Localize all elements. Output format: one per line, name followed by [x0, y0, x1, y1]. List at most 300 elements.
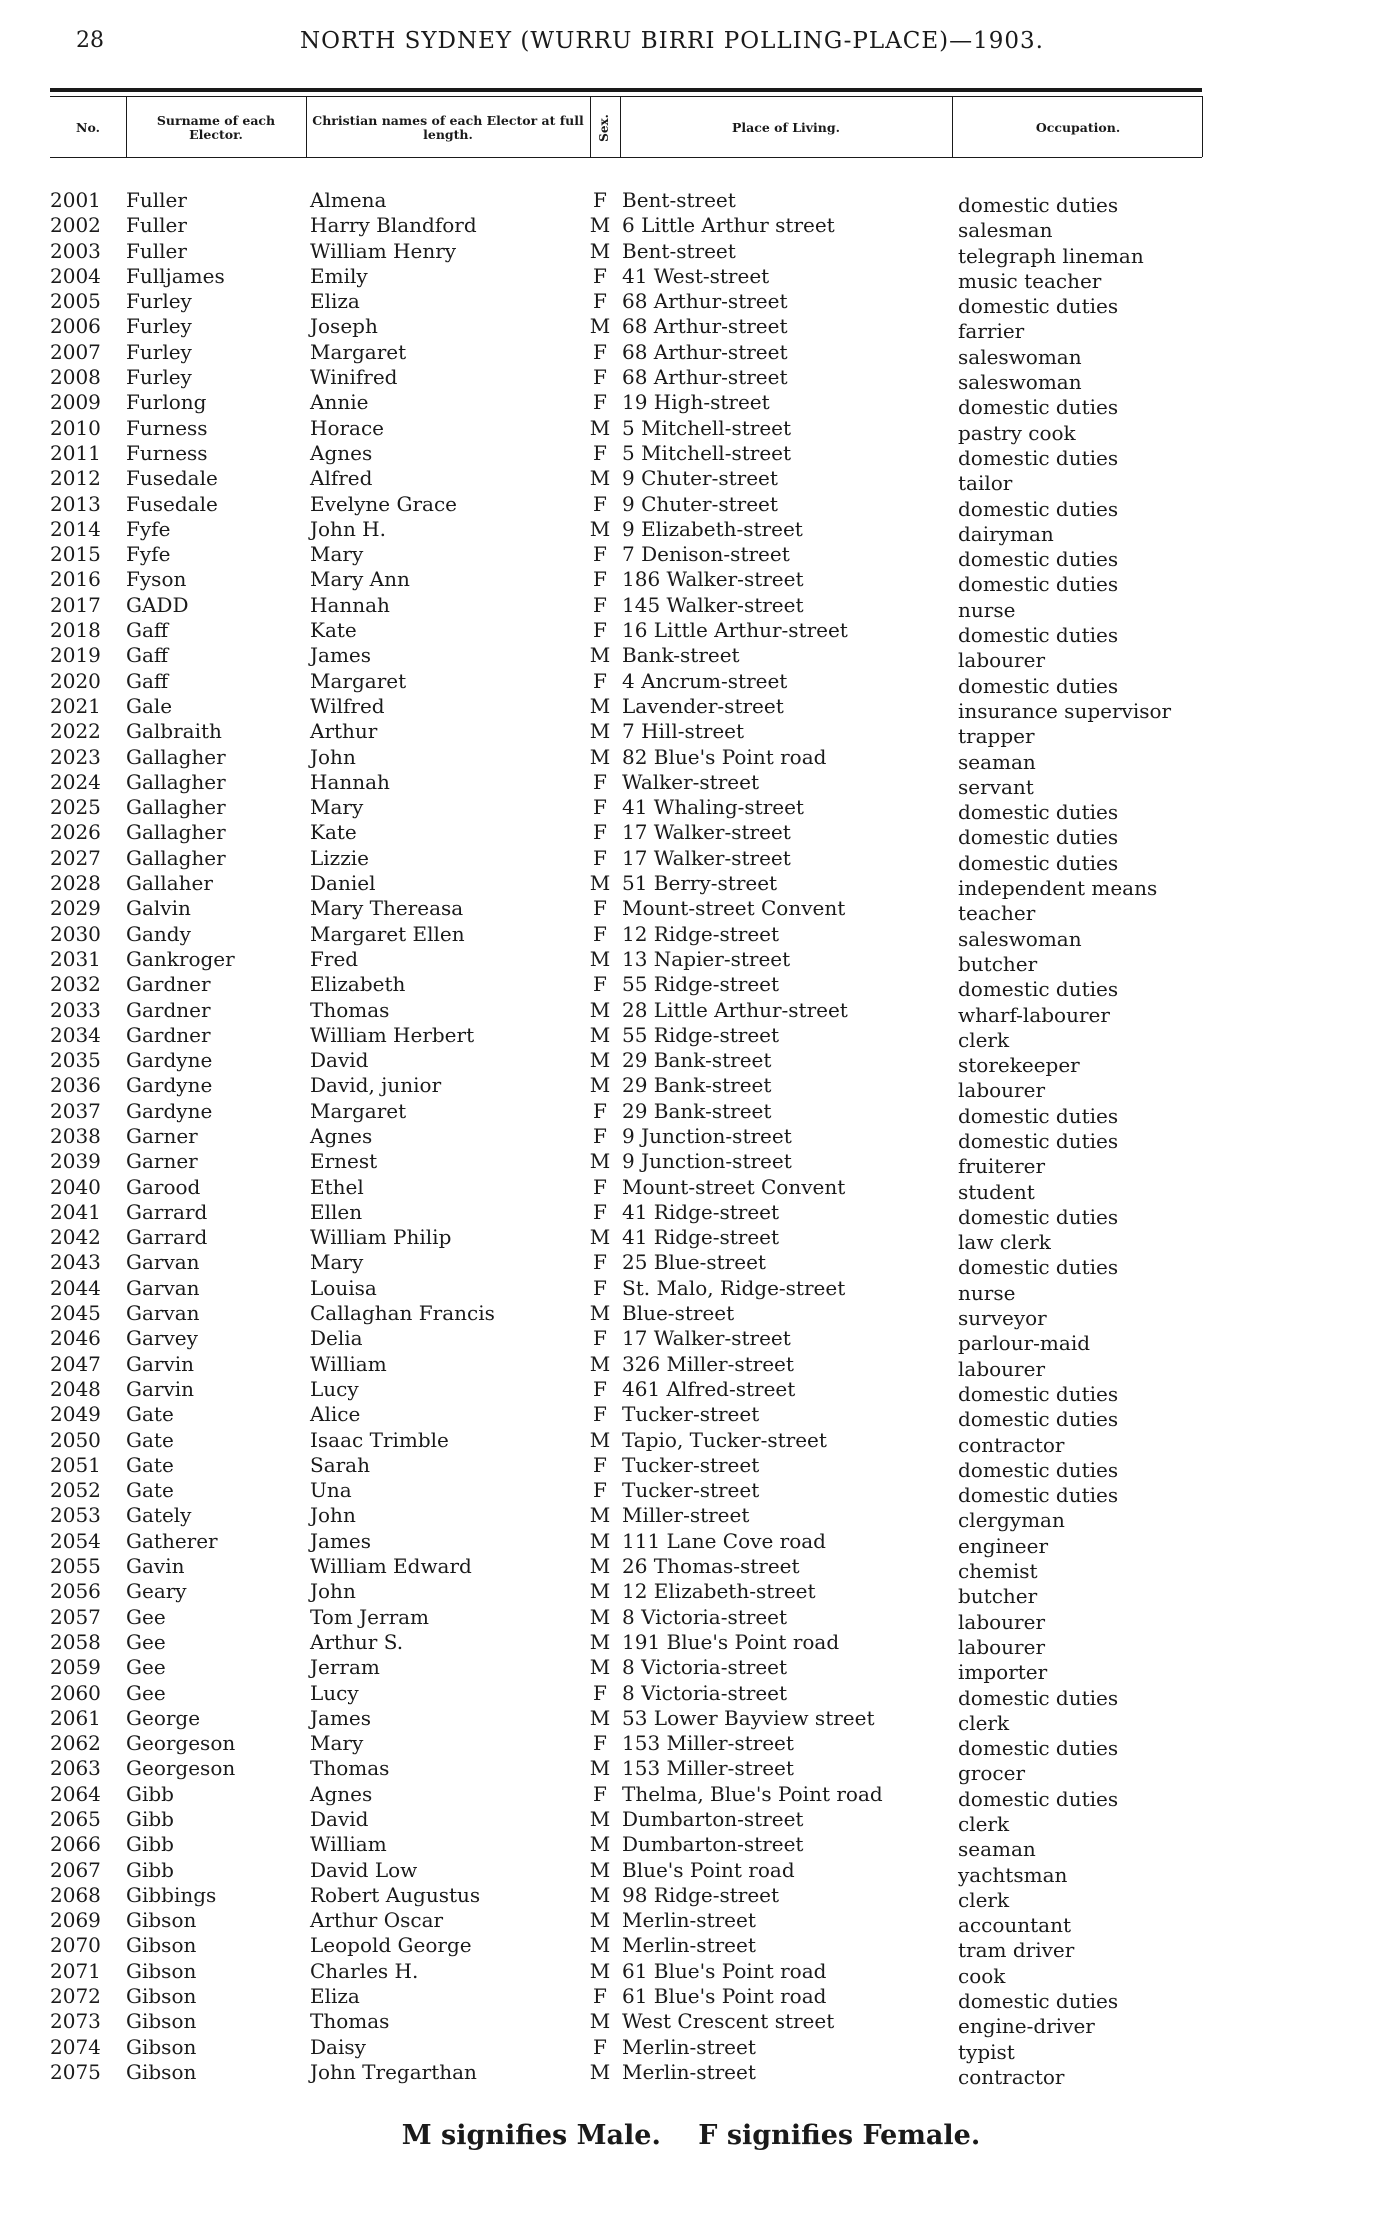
- elector-christian-names: Mary: [310, 795, 364, 820]
- elector-table: [0, 188, 1382, 2089]
- elector-occupation: domestic duties: [958, 850, 1119, 875]
- table-row: [0, 1984, 1382, 2014]
- elector-sex: M: [589, 1503, 611, 1528]
- table-row: [0, 440, 1382, 470]
- table-row: [0, 1832, 1382, 1862]
- elector-place-of-living: Tucker-street: [622, 1452, 760, 1477]
- elector-sex: F: [593, 668, 607, 693]
- table-row: [0, 1503, 1382, 1533]
- table-row: [0, 668, 1382, 698]
- elector-number: 2009: [50, 390, 101, 415]
- elector-place-of-living: 41 Whaling-street: [622, 795, 804, 820]
- elector-christian-names: Arthur Oscar: [310, 1908, 444, 1933]
- table-row: [0, 1933, 1382, 1963]
- elector-occupation: domestic duties: [958, 1103, 1119, 1128]
- elector-occupation: tram driver: [958, 1938, 1075, 1963]
- elector-occupation: clerk: [958, 1027, 1010, 1052]
- elector-christian-names: Jerram: [310, 1655, 380, 1680]
- elector-occupation: domestic duties: [958, 1255, 1119, 1280]
- table-row: [0, 491, 1382, 521]
- male-note: M signifies Male.: [401, 2120, 661, 2151]
- elector-occupation: importer: [958, 1660, 1048, 1685]
- elector-occupation: music teacher: [958, 268, 1102, 293]
- table-row: [0, 2059, 1382, 2089]
- elector-christian-names: Kate: [310, 618, 357, 643]
- elector-occupation: cook: [958, 1963, 1006, 1988]
- table-row: [0, 1123, 1382, 1153]
- elector-sex: F: [593, 896, 607, 921]
- elector-number: 2044: [50, 1275, 101, 1300]
- elector-sex: M: [589, 1427, 611, 1452]
- elector-number: 2005: [50, 289, 101, 314]
- elector-surname: Gardner: [126, 1022, 211, 1047]
- elector-occupation: trapper: [958, 724, 1035, 749]
- elector-occupation: domestic duties: [958, 445, 1119, 470]
- elector-surname: Garvey: [126, 1326, 198, 1351]
- elector-occupation: storekeeper: [958, 1053, 1080, 1078]
- elector-number: 2007: [50, 339, 101, 364]
- elector-christian-names: William: [310, 1351, 387, 1376]
- table-row: [0, 365, 1382, 395]
- elector-sex: M: [589, 719, 611, 744]
- elector-place-of-living: Lavender-street: [622, 693, 784, 718]
- elector-place-of-living: 16 Little Arthur-street: [622, 618, 848, 643]
- elector-occupation: domestic duties: [958, 395, 1119, 420]
- elector-place-of-living: Merlin-street: [622, 1908, 756, 1933]
- page-number: 28: [76, 28, 104, 53]
- elector-place-of-living: Bent-street: [622, 188, 736, 212]
- elector-sex: F: [593, 618, 607, 643]
- elector-number: 2068: [50, 1882, 101, 1907]
- elector-christian-names: Horace: [310, 415, 385, 440]
- elector-christian-names: Robert Augustus: [310, 1882, 481, 1907]
- elector-christian-names: Thomas: [310, 2009, 390, 2034]
- elector-occupation: domestic duties: [958, 1786, 1119, 1811]
- elector-occupation: domestic duties: [958, 1407, 1119, 1432]
- elector-number: 2056: [50, 1579, 101, 1604]
- elector-surname: Furley: [126, 339, 192, 364]
- elector-christian-names: Delia: [310, 1326, 363, 1351]
- elector-surname: Gibson: [126, 1984, 197, 2009]
- elector-sex: F: [593, 1680, 607, 1705]
- elector-sex: M: [589, 946, 611, 971]
- elector-place-of-living: 26 Thomas-street: [622, 1554, 800, 1579]
- elector-christian-names: Margaret: [310, 1098, 407, 1123]
- elector-number: 2074: [50, 2034, 101, 2059]
- elector-christian-names: Margaret Ellen: [310, 921, 465, 946]
- elector-occupation: labourer: [958, 1078, 1046, 1103]
- header-rule-thin: [50, 96, 1202, 97]
- elector-place-of-living: Merlin-street: [622, 2034, 756, 2059]
- elector-christian-names: John H.: [310, 516, 386, 541]
- elector-sex: M: [589, 1554, 611, 1579]
- elector-sex: F: [593, 339, 607, 364]
- elector-christian-names: David: [310, 1807, 369, 1831]
- elector-number: 2057: [50, 1604, 101, 1629]
- elector-christian-names: Tom Jerram: [310, 1604, 430, 1629]
- elector-place-of-living: 51 Berry-street: [622, 871, 778, 896]
- table-row: [0, 921, 1382, 951]
- elector-sex: F: [593, 491, 607, 516]
- elector-place-of-living: Mount-street Convent: [622, 1174, 846, 1199]
- elector-place-of-living: 7 Hill-street: [622, 719, 745, 744]
- elector-occupation: nurse: [958, 597, 1016, 622]
- elector-surname: Gibson: [126, 1908, 197, 1933]
- column-header-sex: Sex.: [596, 113, 611, 142]
- elector-occupation: salesman: [958, 218, 1053, 243]
- elector-surname: Garvan: [126, 1301, 200, 1326]
- elector-place-of-living: 8 Victoria-street: [622, 1680, 788, 1705]
- column-divider: [1202, 96, 1203, 157]
- elector-surname: Furlong: [126, 390, 207, 415]
- elector-place-of-living: 191 Blue's Point road: [622, 1629, 840, 1654]
- table-row: [0, 592, 1382, 622]
- elector-sex: F: [593, 1402, 607, 1427]
- table-row: [0, 1351, 1382, 1381]
- table-row: [0, 1199, 1382, 1229]
- elector-occupation: domestic duties: [958, 800, 1119, 825]
- column-header-sex-cell: [590, 100, 618, 155]
- elector-surname: GADD: [126, 592, 189, 617]
- elector-place-of-living: 7 Denison-street: [622, 542, 790, 567]
- elector-christian-names: Una: [310, 1478, 352, 1503]
- elector-occupation: domestic duties: [958, 1457, 1119, 1482]
- elector-occupation: labourer: [958, 1609, 1046, 1634]
- elector-number: 2052: [50, 1478, 101, 1503]
- elector-occupation: surveyor: [958, 1306, 1047, 1331]
- elector-number: 2038: [50, 1123, 101, 1148]
- elector-occupation: saleswoman: [958, 370, 1082, 395]
- elector-place-of-living: 61 Blue's Point road: [622, 1958, 827, 1983]
- elector-number: 2043: [50, 1250, 101, 1275]
- elector-sex: F: [593, 1275, 607, 1300]
- elector-occupation: engineer: [958, 1533, 1049, 1558]
- elector-sex: F: [593, 1326, 607, 1351]
- elector-sex: M: [589, 1149, 611, 1174]
- elector-christian-names: Daniel: [310, 871, 376, 896]
- elector-number: 2026: [50, 820, 101, 845]
- elector-sex: M: [589, 2059, 611, 2084]
- elector-surname: Fyson: [126, 567, 187, 592]
- elector-number: 2002: [50, 213, 101, 238]
- elector-surname: Georgeson: [126, 1731, 236, 1756]
- table-row: [0, 1579, 1382, 1609]
- elector-sex: M: [589, 238, 611, 263]
- elector-sex: M: [589, 1225, 611, 1250]
- elector-sex: M: [589, 744, 611, 769]
- elector-place-of-living: 5 Mitchell-street: [622, 440, 792, 465]
- elector-occupation: engine-driver: [958, 2014, 1095, 2039]
- elector-surname: Gately: [126, 1503, 192, 1528]
- elector-place-of-living: 9 Chuter-street: [622, 491, 778, 516]
- elector-sex: F: [593, 440, 607, 465]
- table-row: [0, 795, 1382, 825]
- elector-surname: Gate: [126, 1402, 174, 1427]
- elector-sex: F: [593, 1123, 607, 1148]
- elector-number: 2017: [50, 592, 101, 617]
- elector-place-of-living: 29 Bank-street: [622, 1098, 772, 1123]
- elector-christian-names: Thomas: [310, 997, 390, 1022]
- elector-occupation: tailor: [958, 471, 1013, 496]
- elector-occupation: clergyman: [958, 1508, 1065, 1533]
- elector-surname: Gibb: [126, 1832, 174, 1857]
- elector-place-of-living: 82 Blue's Point road: [622, 744, 827, 769]
- elector-number: 2041: [50, 1199, 101, 1224]
- elector-surname: Gallagher: [126, 845, 226, 870]
- table-row: [0, 1705, 1382, 1735]
- elector-christian-names: Mary: [310, 1250, 364, 1275]
- elector-occupation: law clerk: [958, 1230, 1051, 1255]
- elector-sex: F: [593, 972, 607, 997]
- elector-occupation: domestic duties: [958, 1736, 1119, 1761]
- table-row: [0, 1908, 1382, 1938]
- elector-christian-names: Annie: [310, 390, 369, 415]
- elector-occupation: labourer: [958, 1634, 1046, 1659]
- elector-number: 2024: [50, 769, 101, 794]
- elector-christian-names: Elizabeth: [310, 972, 406, 997]
- elector-surname: Gallaher: [126, 871, 213, 896]
- elector-christian-names: Alice: [310, 1402, 361, 1427]
- elector-number: 2062: [50, 1731, 101, 1756]
- elector-occupation: pastry cook: [958, 420, 1076, 445]
- elector-christian-names: Ethel: [310, 1174, 364, 1199]
- elector-surname: Gee: [126, 1629, 166, 1654]
- elector-surname: Fyfe: [126, 516, 171, 541]
- elector-occupation: student: [958, 1179, 1035, 1204]
- elector-number: 2039: [50, 1149, 101, 1174]
- elector-christian-names: Hannah: [310, 592, 390, 617]
- table-row: [0, 2034, 1382, 2064]
- elector-number: 2033: [50, 997, 101, 1022]
- column-divider: [620, 96, 621, 157]
- elector-place-of-living: 12 Ridge-street: [622, 921, 780, 946]
- elector-number: 2037: [50, 1098, 101, 1123]
- elector-sex: F: [593, 592, 607, 617]
- elector-surname: Gibbings: [126, 1882, 217, 1907]
- elector-surname: Gankroger: [126, 946, 235, 971]
- elector-surname: Furley: [126, 289, 192, 314]
- elector-place-of-living: 41 Ridge-street: [622, 1199, 780, 1224]
- elector-occupation: chemist: [958, 1559, 1038, 1584]
- elector-sex: M: [589, 871, 611, 896]
- elector-place-of-living: 153 Miller-street: [622, 1756, 794, 1781]
- elector-occupation: domestic duties: [958, 1685, 1119, 1710]
- elector-sex: F: [593, 365, 607, 390]
- elector-christian-names: Louisa: [310, 1275, 377, 1300]
- elector-sex: F: [593, 390, 607, 415]
- elector-occupation: insurance supervisor: [958, 698, 1172, 723]
- elector-number: 2036: [50, 1073, 101, 1098]
- elector-number: 2001: [50, 188, 101, 212]
- elector-surname: Garner: [126, 1149, 198, 1174]
- elector-surname: Garvan: [126, 1250, 200, 1275]
- table-row: [0, 1756, 1382, 1786]
- table-row: [0, 1048, 1382, 1078]
- elector-place-of-living: St. Malo, Ridge-street: [622, 1275, 846, 1300]
- elector-place-of-living: 19 High-street: [622, 390, 770, 415]
- elector-place-of-living: 68 Arthur-street: [622, 365, 788, 390]
- elector-sex: F: [593, 1199, 607, 1224]
- elector-christian-names: Eliza: [310, 1984, 360, 2009]
- elector-sex: F: [593, 1098, 607, 1123]
- elector-christian-names: Lucy: [310, 1376, 359, 1401]
- elector-surname: Gavin: [126, 1554, 185, 1579]
- elector-number: 2027: [50, 845, 101, 870]
- elector-place-of-living: Dumbarton-street: [622, 1807, 804, 1831]
- elector-place-of-living: Mount-street Convent: [622, 896, 846, 921]
- column-header-christian: Christian names of each Elector at full length.: [312, 112, 584, 142]
- elector-occupation: contractor: [958, 2064, 1065, 2089]
- elector-christian-names: Emily: [310, 263, 368, 288]
- table-row: [0, 1629, 1382, 1659]
- elector-occupation: domestic duties: [958, 193, 1119, 217]
- elector-place-of-living: 29 Bank-street: [622, 1073, 772, 1098]
- elector-christian-names: Agnes: [310, 440, 373, 465]
- elector-place-of-living: Miller-street: [622, 1503, 750, 1528]
- elector-place-of-living: Walker-street: [622, 769, 759, 794]
- elector-place-of-living: 9 Junction-street: [622, 1123, 792, 1148]
- elector-number: 2014: [50, 516, 101, 541]
- elector-occupation: labourer: [958, 1356, 1046, 1381]
- elector-occupation: domestic duties: [958, 1381, 1119, 1406]
- elector-number: 2065: [50, 1807, 101, 1831]
- table-row: [0, 1073, 1382, 1103]
- elector-occupation: seaman: [958, 749, 1036, 774]
- table-row: [0, 1528, 1382, 1558]
- elector-sex: M: [589, 1528, 611, 1553]
- elector-sex: M: [589, 1048, 611, 1073]
- elector-christian-names: William Philip: [310, 1225, 452, 1250]
- elector-surname: Gibson: [126, 1958, 197, 1983]
- elector-occupation: domestic duties: [958, 1204, 1119, 1229]
- table-row: [0, 693, 1382, 723]
- elector-surname: Gardner: [126, 972, 211, 997]
- elector-surname: Gandy: [126, 921, 191, 946]
- elector-sex: M: [589, 1579, 611, 1604]
- elector-christian-names: John: [310, 1503, 356, 1528]
- elector-christian-names: Mary: [310, 1731, 364, 1756]
- elector-sex: F: [593, 1984, 607, 2009]
- elector-sex: M: [589, 516, 611, 541]
- table-row: [0, 1225, 1382, 1255]
- elector-sex: M: [589, 1022, 611, 1047]
- elector-place-of-living: 9 Junction-street: [622, 1149, 792, 1174]
- elector-occupation: domestic duties: [958, 825, 1119, 850]
- elector-number: 2047: [50, 1351, 101, 1376]
- elector-sex: F: [593, 1376, 607, 1401]
- elector-place-of-living: Blue-street: [622, 1301, 735, 1326]
- elector-surname: Gardyne: [126, 1073, 213, 1098]
- elector-surname: Gatherer: [126, 1528, 218, 1553]
- elector-sex: M: [589, 1958, 611, 1983]
- elector-christian-names: Harry Blandford: [310, 213, 477, 238]
- table-row: [0, 1554, 1382, 1584]
- column-divider: [306, 96, 307, 157]
- elector-number: 2071: [50, 1958, 101, 1983]
- elector-surname: Gaff: [126, 618, 169, 643]
- elector-number: 2016: [50, 567, 101, 592]
- elector-occupation: domestic duties: [958, 1483, 1119, 1508]
- table-row: [0, 946, 1382, 976]
- table-row: [0, 1452, 1382, 1482]
- elector-place-of-living: 186 Walker-street: [622, 567, 804, 592]
- elector-christian-names: Winifred: [310, 365, 398, 390]
- elector-occupation: clerk: [958, 1710, 1010, 1735]
- elector-sex: M: [589, 1807, 611, 1831]
- elector-occupation: seaman: [958, 1837, 1036, 1862]
- elector-sex: M: [589, 1604, 611, 1629]
- elector-place-of-living: 61 Blue's Point road: [622, 1984, 827, 2009]
- elector-number: 2055: [50, 1554, 101, 1579]
- elector-sex: M: [589, 1857, 611, 1882]
- elector-sex: F: [593, 1478, 607, 1503]
- elector-christian-names: Kate: [310, 820, 357, 845]
- table-row: [0, 997, 1382, 1027]
- elector-christian-names: Mary Thereasa: [310, 896, 464, 921]
- elector-number: 2022: [50, 719, 101, 744]
- elector-occupation: independent means: [958, 876, 1158, 901]
- elector-number: 2042: [50, 1225, 101, 1250]
- elector-place-of-living: 13 Napier-street: [622, 946, 791, 971]
- elector-surname: Galvin: [126, 896, 191, 921]
- elector-number: 2034: [50, 1022, 101, 1047]
- elector-christian-names: David: [310, 1048, 369, 1073]
- elector-surname: Gallagher: [126, 769, 226, 794]
- elector-number: 2040: [50, 1174, 101, 1199]
- table-row: [0, 1781, 1382, 1811]
- elector-number: 2012: [50, 466, 101, 491]
- elector-christian-names: Margaret: [310, 339, 407, 364]
- elector-number: 2063: [50, 1756, 101, 1781]
- elector-number: 2073: [50, 2009, 101, 2034]
- table-row: [0, 1882, 1382, 1912]
- elector-sex: F: [593, 567, 607, 592]
- elector-sex: F: [593, 1731, 607, 1756]
- elector-place-of-living: 8 Victoria-street: [622, 1655, 788, 1680]
- table-row: [0, 339, 1382, 369]
- table-row: [0, 1478, 1382, 1508]
- elector-number: 2059: [50, 1655, 101, 1680]
- elector-christian-names: Mary: [310, 542, 364, 567]
- elector-place-of-living: 6 Little Arthur street: [622, 213, 835, 238]
- elector-place-of-living: Merlin-street: [622, 2059, 756, 2084]
- elector-number: 2066: [50, 1832, 101, 1857]
- elector-occupation: domestic duties: [958, 547, 1119, 572]
- elector-occupation: grocer: [958, 1761, 1026, 1786]
- elector-place-of-living: 111 Lane Cove road: [622, 1528, 826, 1553]
- elector-sex: F: [593, 1781, 607, 1806]
- elector-occupation: servant: [958, 774, 1034, 799]
- elector-christian-names: Alfred: [310, 466, 373, 491]
- elector-number: 2064: [50, 1781, 101, 1806]
- elector-christian-names: John: [310, 1579, 356, 1604]
- elector-place-of-living: Dumbarton-street: [622, 1832, 804, 1857]
- elector-number: 2019: [50, 643, 101, 668]
- elector-sex: M: [589, 1351, 611, 1376]
- column-header-occupation: Occupation.: [1035, 119, 1121, 135]
- column-divider: [126, 96, 127, 157]
- elector-christian-names: Leopold George: [310, 1933, 472, 1958]
- elector-christian-names: Eliza: [310, 289, 360, 314]
- table-row: [0, 1098, 1382, 1128]
- elector-occupation: clerk: [958, 1812, 1010, 1836]
- table-row: [0, 1326, 1382, 1356]
- elector-surname: Gallagher: [126, 820, 226, 845]
- elector-number: 2060: [50, 1680, 101, 1705]
- elector-occupation: nurse: [958, 1280, 1016, 1305]
- table-row: [0, 618, 1382, 648]
- column-header-no: No.: [76, 119, 100, 135]
